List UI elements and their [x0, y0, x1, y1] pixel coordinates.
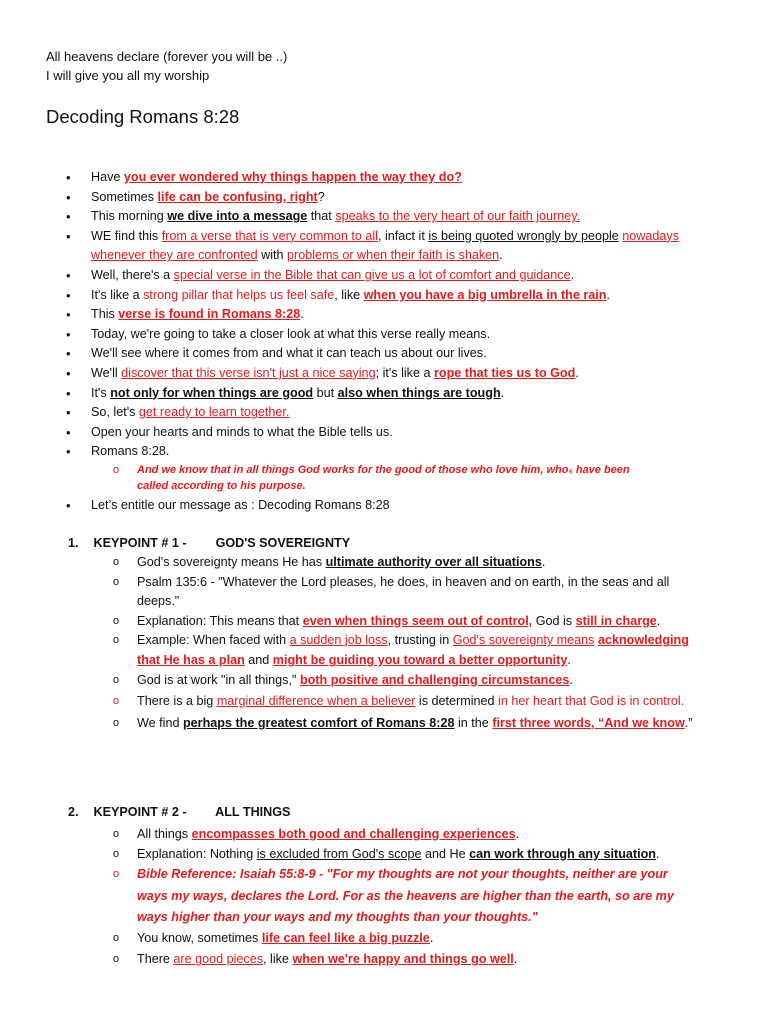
- intro-lines: [46, 47, 287, 85]
- text-run: ultimate authority over all situations: [325, 555, 542, 569]
- circle-bullet-icon: o: [113, 847, 120, 860]
- keypoint-sub-item: [0, 612, 701, 632]
- text-run: a sudden job loss: [289, 633, 388, 648]
- text-run: that: [307, 209, 336, 224]
- keypoint-2-number: 2.: [68, 805, 79, 819]
- bullet-item: [0, 403, 691, 423]
- text-run: .: [656, 613, 661, 628]
- text-run: get ready to learn together.: [138, 405, 290, 420]
- text-run: is excluded from God's scope: [256, 846, 422, 861]
- text-run: rope that ties us to God: [433, 365, 576, 380]
- text-run: .: [655, 846, 660, 861]
- keypoint-sub-item: [0, 671, 701, 691]
- text-run: ?: [317, 189, 325, 204]
- text-run: There is a big: [137, 694, 217, 709]
- bullet-item: [0, 384, 691, 404]
- bullet-item: [0, 286, 691, 306]
- circle-bullet-icon: o: [113, 614, 120, 627]
- keypoint-1-label: KEYPOINT # 1 -: [93, 536, 187, 550]
- circle-bullet-icon: o: [113, 828, 120, 840]
- text-run: , trusting in: [387, 633, 453, 648]
- keypoint-2-name: ALL THINGS: [215, 805, 291, 819]
- text-run: strong pillar that helps us feel safe: [143, 287, 335, 302]
- text-run: .: [513, 952, 518, 967]
- text-run: in her heart that God is in control.: [498, 694, 685, 709]
- text-run: nowadays whenever they are confronted: [91, 228, 680, 263]
- text-run: .: [570, 267, 575, 282]
- verse-text: And we know that in all things God works for the good of those who love him, who₅ have been called according to his purpose.: [137, 463, 630, 492]
- text-run: We'll see where it comes from and what it can teach us about our lives.: [91, 346, 487, 361]
- keypoint-1-number: 1.: [68, 536, 79, 550]
- intro-line-1: All heavens declare (forever you will be ..): [46, 49, 288, 64]
- bullet-item: [0, 344, 691, 364]
- circle-bullet-icon: o: [113, 463, 120, 476]
- intro-line-2: I will give you all my worship: [46, 68, 210, 83]
- bullet-item: [0, 188, 691, 208]
- text-run: is being quoted wrongly by people: [428, 228, 619, 243]
- circle-bullet-icon: o: [113, 931, 120, 944]
- circle-bullet-icon: o: [113, 575, 120, 588]
- text-run: when we're happy and things go well: [292, 952, 514, 967]
- text-run: Well, there's a: [91, 267, 174, 282]
- text-run: We find: [137, 715, 183, 730]
- text-run: Psalm 135:6 - "Whatever the Lord pleases, he does, in heaven and on earth, in the seas and all deeps.": [137, 574, 670, 609]
- bullet-item: [0, 266, 691, 286]
- text-run: All things: [137, 827, 192, 841]
- text-run: Sometimes: [91, 189, 158, 204]
- text-run: Today, we're going to take a closer look at what this verse really means.: [91, 326, 491, 341]
- bullet-item: [0, 227, 691, 266]
- text-run: Explanation: This means that: [137, 613, 303, 628]
- text-run: and He: [421, 846, 470, 861]
- text-run: .: [300, 307, 304, 322]
- text-run: This: [91, 307, 119, 322]
- text-run: discover that this verse isn't just a nice saying: [121, 365, 376, 380]
- circle-bullet-icon: o: [113, 868, 120, 881]
- text-run: first three words, “And we know: [492, 715, 685, 730]
- text-run: This morning: [91, 209, 168, 224]
- text-run: encompasses both good and challenging experiences: [191, 827, 516, 841]
- bullet-item: [0, 305, 691, 325]
- text-run: life can be confusing, right: [157, 189, 318, 204]
- keypoint-sub-item: [0, 929, 701, 949]
- text-run: and: [244, 652, 273, 667]
- text-run: Bible Reference: Isaiah 55:8-9 - "For my thoughts are not your thoughts, neither are your ways my ways, declares the Lord. For as the heavens are higher than the earth, so are my ways higher than your ways and my thoughts than your thoughts.": [137, 867, 674, 925]
- text-run: when you have a big umbrella in the rain: [363, 287, 607, 302]
- text-run: Open your hearts and minds to what the Bible tells us.: [91, 424, 393, 439]
- bullet-item-entitle: • Let’s entitle our message as : Decoding Romans 8:28: [0, 496, 691, 516]
- keypoint-sub-item: [0, 864, 701, 929]
- text-run: .: [541, 555, 546, 569]
- keypoint-1-list: [0, 553, 701, 733]
- keypoint-sub-item: [0, 825, 701, 845]
- text-run: , like: [263, 952, 293, 967]
- text-run: Explanation: Nothing: [137, 846, 257, 861]
- text-run: life can feel like a big puzzle: [261, 930, 430, 945]
- keypoint-2-list: [0, 825, 701, 970]
- bullet-item: [0, 423, 691, 443]
- circle-bullet-icon: o: [113, 673, 120, 686]
- text-run: also when things are tough: [337, 385, 501, 400]
- keypoint-sub-item: [0, 692, 701, 712]
- bullet-item: [0, 325, 691, 345]
- text-run: Example: When faced with: [137, 633, 290, 648]
- text-run: special verse in the Bible that can give us a lot of comfort and guidance: [173, 267, 571, 282]
- circle-bullet-icon: o: [113, 953, 120, 966]
- text-run: We'll: [91, 365, 122, 380]
- keypoint-sub-item: [0, 553, 701, 573]
- text-run: God's sovereignty means: [452, 633, 595, 648]
- text-run: even when things seem out of control,: [302, 613, 533, 628]
- text-run: still in charge: [575, 613, 657, 628]
- text-run: both positive and challenging circumstances: [299, 672, 570, 687]
- keypoint-1-heading: [68, 536, 350, 550]
- text-run: .: [500, 385, 505, 400]
- circle-bullet-icon: o: [113, 634, 120, 647]
- keypoint-sub-item: [0, 950, 701, 970]
- text-run: You know, sometimes: [137, 930, 262, 945]
- text-run: .: [515, 827, 520, 841]
- circle-bullet-icon: o: [113, 695, 120, 708]
- text-run: can work through any situation: [469, 846, 656, 861]
- text-run: .: [499, 248, 503, 263]
- text-run: in the: [454, 715, 493, 730]
- text-run: , like: [334, 287, 364, 302]
- text-run: .: [567, 652, 571, 667]
- text-run: .”: [684, 715, 693, 730]
- text-run: It's like a: [91, 287, 144, 302]
- text-run: Romans 8:28.: [91, 444, 170, 459]
- bullet-item: [0, 442, 691, 462]
- text-run: is determined: [415, 694, 499, 709]
- bullet-item: [0, 207, 691, 227]
- text-run: not only for when things are good: [110, 385, 314, 400]
- text-run: acknowledging that He has a plan: [137, 633, 689, 667]
- text-run: from a verse that is very common to all: [161, 228, 378, 243]
- text-run: .: [575, 365, 579, 380]
- text-run: we dive into a message: [167, 209, 308, 224]
- text-run: ; it's like a: [375, 365, 434, 380]
- page-title: Decoding Romans 8:28: [46, 106, 240, 127]
- text-run: marginal difference when a believer: [216, 694, 416, 709]
- bullet-item: [0, 364, 691, 384]
- bullet-item: [0, 168, 691, 188]
- text-run: .: [606, 287, 610, 302]
- keypoint-sub-item: [0, 845, 701, 865]
- text-run: So, let's: [91, 405, 139, 420]
- text-run: There: [137, 952, 174, 967]
- text-run: you ever wondered why things happen the way they do?: [123, 170, 462, 184]
- circle-bullet-icon: o: [113, 556, 120, 568]
- text-run: God's sovereignty means He has: [137, 555, 326, 569]
- text-run: but: [313, 385, 338, 400]
- keypoint-1-name: GOD'S SOVEREIGNTY: [215, 536, 351, 550]
- text-run: perhaps the greatest comfort of Romans 8:28: [182, 715, 455, 730]
- verse-sub-item: [0, 462, 657, 494]
- text-run: are good pieces: [173, 952, 264, 967]
- circle-bullet-icon: o: [113, 716, 120, 729]
- keypoint-2-label: KEYPOINT # 2 -: [93, 805, 187, 819]
- keypoint-sub-item: [0, 631, 701, 670]
- text-run: with: [257, 248, 288, 263]
- text-run: .: [429, 930, 434, 945]
- text-run: Have: [91, 170, 124, 184]
- keypoint-sub-item: [0, 573, 701, 612]
- text-run: verse is found in Romans 8:28: [118, 307, 301, 322]
- text-run: It's: [91, 385, 111, 400]
- keypoint-sub-item: [0, 714, 701, 734]
- text-run: problems or when their faith is shaken: [287, 248, 500, 263]
- text-run: God is at work "in all things,": [137, 672, 300, 687]
- opening-bullet-list: [0, 168, 691, 516]
- text-run: , infact it: [377, 228, 429, 243]
- text-run: speaks to the very heart of our faith journey.: [335, 209, 581, 224]
- text-run: WE find this: [91, 228, 162, 243]
- text-run: God is: [532, 613, 576, 628]
- text-run: might be guiding you toward a better opportunity: [272, 652, 568, 667]
- text-run: .: [569, 672, 573, 687]
- keypoint-2-heading: [68, 805, 290, 819]
